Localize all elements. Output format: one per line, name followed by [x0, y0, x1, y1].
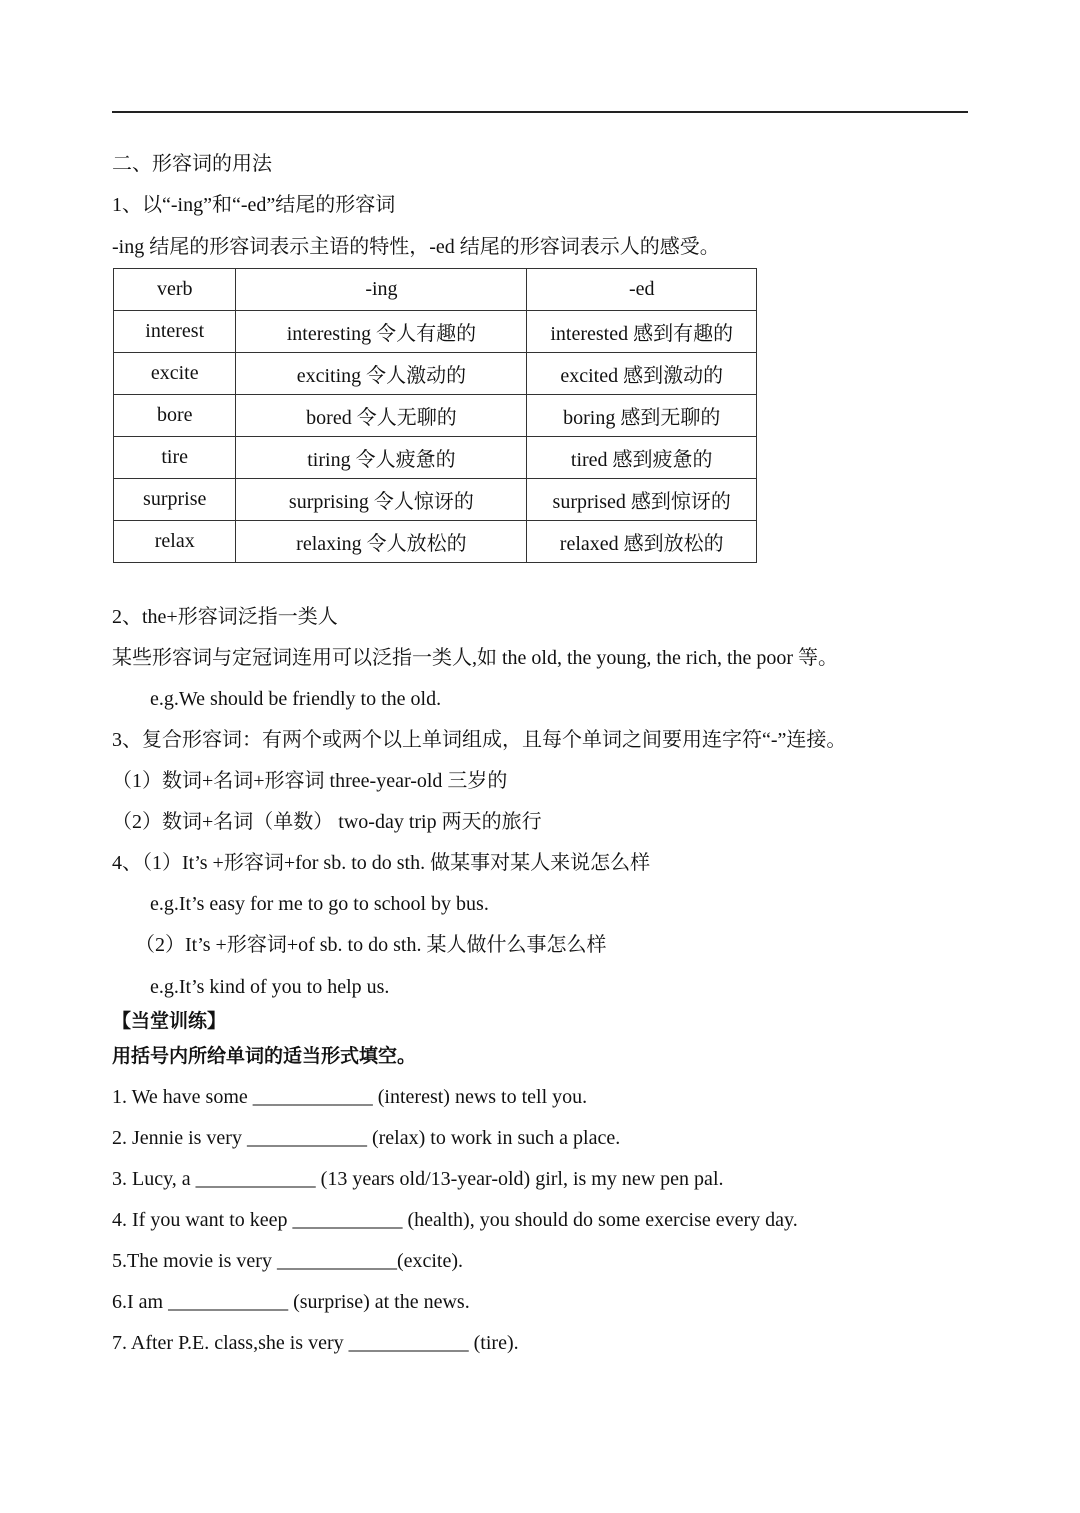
point-1-heading: 1、以“-ing”和“-ed”结尾的形容词	[112, 194, 396, 216]
table-row	[114, 521, 757, 563]
practice-instruction: 用括号内所给单词的适当形式填空。	[112, 1045, 417, 1067]
table-cell: surprising 令人惊讶的	[236, 479, 527, 521]
table-row	[114, 479, 757, 521]
table-cell: surprise	[114, 479, 236, 521]
table-row	[114, 437, 757, 479]
adjective-forms-table	[113, 268, 757, 563]
point-3-item-1: （1）数词+名词+形容词 three-year-old 三岁的	[112, 770, 508, 792]
practice-question: 6.I am ____________ (surprise) at the news.	[112, 1291, 470, 1313]
table-cell: relaxed 感到放松的	[527, 521, 757, 563]
table-row	[114, 311, 757, 353]
table-cell: relax	[114, 521, 236, 563]
table-cell: bore	[114, 395, 236, 437]
table-cell: boring 感到无聊的	[527, 395, 757, 437]
point-3-item-2: （2）数词+名词（单数） two-day trip 两天的旅行	[112, 811, 542, 833]
table-header-row	[114, 269, 757, 311]
point-3-heading: 3、复合形容词：有两个或两个以上单词组成，且每个单词之间要用连字符“-”连接。	[112, 729, 847, 751]
table-cell: surprised 感到惊讶的	[527, 479, 757, 521]
practice-question: 7. After P.E. class,she is very ____________ (tire).	[112, 1332, 519, 1354]
table-header-cell: -ed	[527, 269, 757, 311]
practice-question: 5.The movie is very ____________(excite).	[112, 1250, 464, 1272]
point-4-example-1: e.g.It’s easy for me to go to school by bus.	[150, 893, 489, 915]
table-cell: interesting 令人有趣的	[236, 311, 527, 353]
point-2-heading: 2、the+形容词泛指一类人	[112, 606, 338, 628]
table-row	[114, 353, 757, 395]
table-cell: excited 感到激动的	[527, 353, 757, 395]
point-4-item-1: 4、（1）It’s +形容词+for sb. to do sth. 做某事对某人来说怎么样	[112, 852, 651, 874]
practice-title: 【当堂训练】	[112, 1010, 227, 1032]
practice-question: 1. We have some ____________ (interest) news to tell you.	[112, 1086, 588, 1108]
table-cell: tired 感到疲惫的	[527, 437, 757, 479]
point-4-item-2: （2）It’s +形容词+of sb. to do sth. 某人做什么事怎么样	[135, 934, 607, 956]
point-2-description: 某些形容词与定冠词连用可以泛指一类人,如 the old, the young, the rich, the poor 等。	[112, 647, 839, 669]
point-1-description: -ing 结尾的形容词表示主语的特性，-ed 结尾的形容词表示人的感受。	[112, 236, 720, 258]
table-cell: interested 感到有趣的	[527, 311, 757, 353]
table-cell: bored 令人无聊的	[236, 395, 527, 437]
table-cell: excite	[114, 353, 236, 395]
table-row	[114, 395, 757, 437]
point-2-example: e.g.We should be friendly to the old.	[150, 688, 442, 710]
section-title: 二、形容词的用法	[112, 153, 272, 175]
header-rule	[112, 111, 968, 113]
table-header-cell: -ing	[236, 269, 527, 311]
table-cell: interest	[114, 311, 236, 353]
table-header-cell: verb	[114, 269, 236, 311]
table-cell: relaxing 令人放松的	[236, 521, 527, 563]
table-cell: exciting 令人激动的	[236, 353, 527, 395]
practice-question: 4. If you want to keep ___________ (health), you should do some exercise every day.	[112, 1209, 798, 1231]
table-cell: tire	[114, 437, 236, 479]
point-4-example-2: e.g.It’s kind of you to help us.	[150, 976, 390, 998]
practice-question: 2. Jennie is very ____________ (relax) to work in such a place.	[112, 1127, 621, 1149]
table-cell: tiring 令人疲惫的	[236, 437, 527, 479]
practice-question: 3. Lucy, a ____________ (13 years old/13-year-old) girl, is my new pen pal.	[112, 1168, 724, 1190]
